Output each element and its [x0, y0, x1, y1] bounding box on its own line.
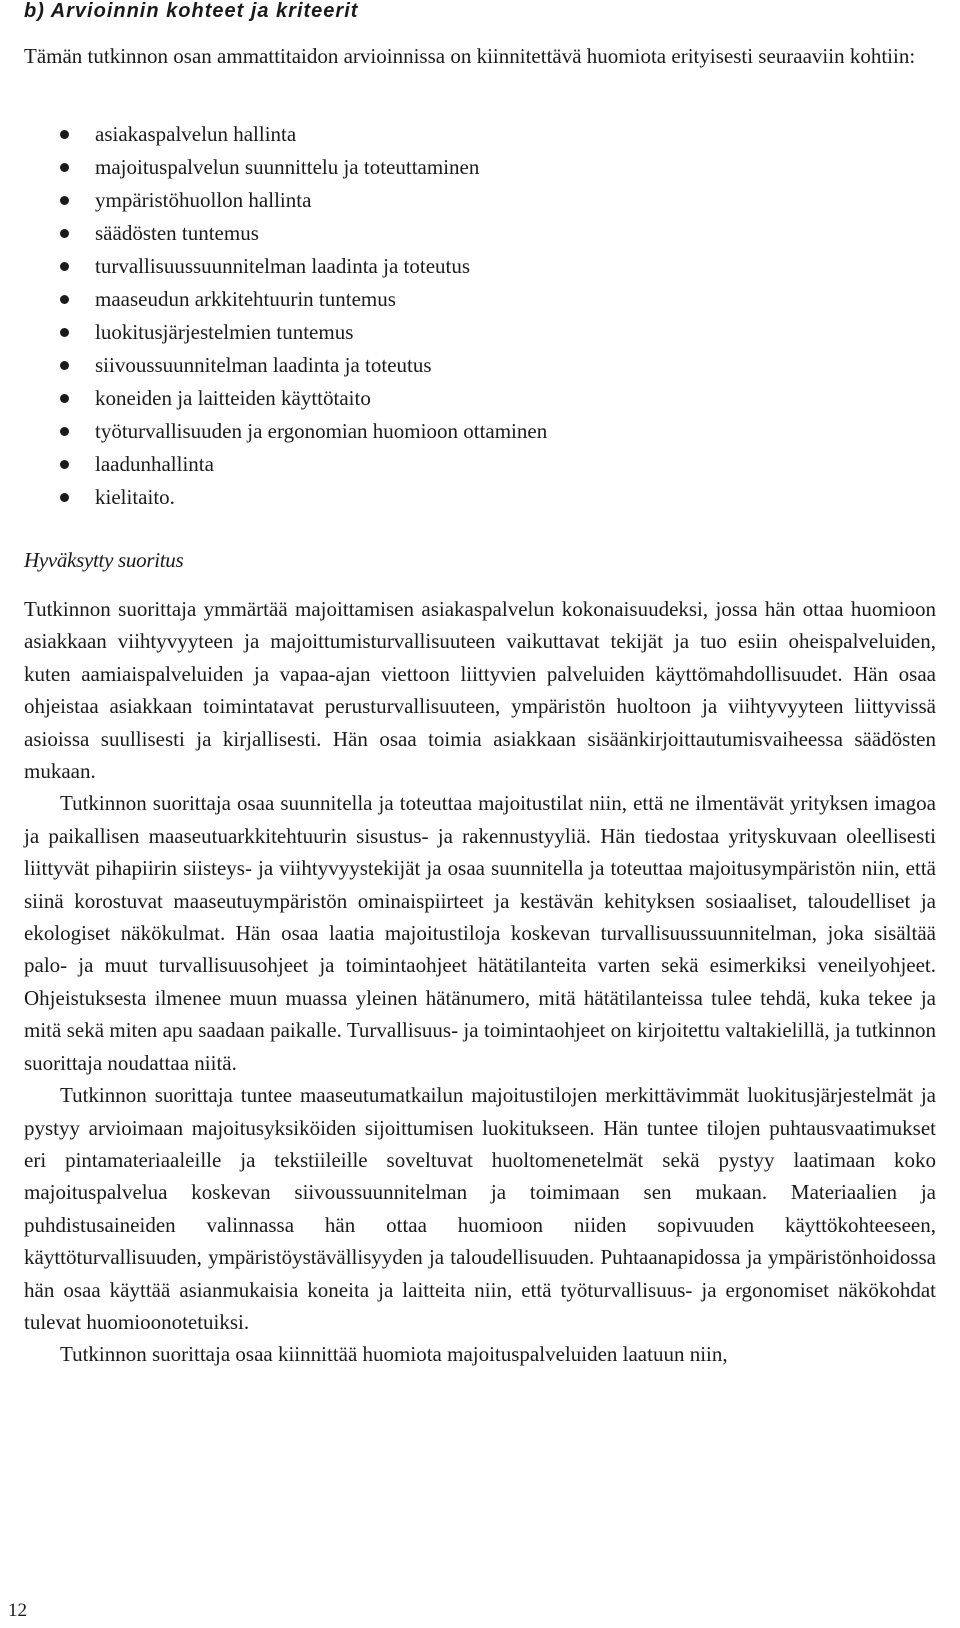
bullet-icon	[60, 493, 69, 502]
list-item	[0, 448, 547, 481]
body-text	[24, 593, 936, 1371]
list-item	[0, 250, 547, 283]
list-item	[0, 415, 547, 448]
list-item	[0, 316, 547, 349]
list-item-text: koneiden ja laitteiden käyttötaito	[95, 386, 371, 410]
list-item	[0, 184, 547, 217]
bullet-icon	[60, 262, 69, 271]
bullet-icon	[60, 163, 69, 172]
bullet-icon	[60, 460, 69, 469]
list-item	[0, 349, 547, 382]
bullet-icon	[60, 394, 69, 403]
list-item-text: turvallisuussuunnitelman laadinta ja toteutus	[95, 254, 471, 278]
list-item	[0, 118, 547, 151]
list-item	[0, 151, 547, 184]
list-item-text: siivoussuunnitelman laadinta ja toteutus	[95, 353, 432, 377]
list-item-text: säädösten tuntemus	[95, 221, 259, 245]
subsection-heading: Hyväksytty suoritus	[24, 548, 184, 572]
bullet-icon	[60, 229, 69, 238]
bullet-icon	[60, 328, 69, 337]
bullet-icon	[60, 427, 69, 436]
list-item-text: laadunhallinta	[95, 452, 214, 476]
list-item-text: ympäristöhuollon hallinta	[95, 188, 312, 212]
list-item-text: työturvallisuuden ja ergonomian huomioon ottaminen	[95, 419, 548, 443]
section-heading: b) Arvioinnin kohteet ja kriteerit	[24, 0, 359, 22]
body-paragraph: Tutkinnon suorittaja ymmärtää majoittamisen asiakaspalvelun kokonaisuudeksi, jossa hän ottaa huomioon asiakkaan viihtyvyyteen ja majoittumisturvallisuuteen vaikuttavat tekijät ja tuo esiin oheispalveluiden, kuten aamiaispalveluiden ja vapaa-ajan viettoon liittyvien palveluiden käyttömahdollisuudet. Hän osaa ohjeistaa asiakkaan toimintatavat perusturvallisuuteen, ympäristön huoltoon ja viihtyvyyteen liittyvissä asioissa suullisesti ja kirjallisesti. Hän osaa toimia asiakkaan sisäänkirjoittautumisvaiheessa säädösten mukaan.	[24, 597, 936, 784]
criteria-list	[0, 118, 547, 514]
bullet-icon	[60, 295, 69, 304]
list-item-text: luokitusjärjestelmien tuntemus	[95, 320, 354, 344]
list-item-text: majoituspalvelun suunnittelu ja toteuttaminen	[95, 155, 480, 179]
body-paragraph: Tutkinnon suorittaja osaa suunnitella ja toteuttaa majoitustilat niin, että ne ilmentävät yrityksen imagoa ja paikallisen maaseutuarkkitehtuurin sisustus- ja rakennustyyliä. Hän tiedostaa yrityskuvaan oleellisesti liittyvät pihapiirin siisteys- ja viihtyvyystekijät ja osaa suunnitella ja toteuttaa majoitusympäristön niin, että siinä korostuvat maaseutuympäristön ominaispiirteet ja kestävän kehityksen sosiaaliset, taloudelliset ja ekologiset näkökulmat. Hän osaa laatia majoitustiloja koskevan turvallisuussuunnitelman, joka sisältää palo- ja muut turvallisuusohjeet ja toimintaohjeet hätätilanteita varten sekä esimerkiksi veneilyohjeet. Ohjeistuksesta ilmenee muun muassa yleinen hätänumero, mitä hätätilanteissa tulee tehdä, kuka tekee ja mitä sekä miten apu saadaan paikalle. Turvallisuus- ja toimintaohjeet on kirjoitettu valtakielillä, ja tutkinnon suorittaja noudattaa niitä.	[24, 791, 936, 1075]
bullet-icon	[60, 196, 69, 205]
list-item	[0, 382, 547, 415]
list-item-text: maaseudun arkkitehtuurin tuntemus	[95, 287, 396, 311]
body-paragraph: Tutkinnon suorittaja tuntee maaseutumatkailun majoitustilojen merkittävimmät luokitusjärjestelmät ja pystyy arvioimaan majoitusyksiköiden sijoittumisen luokitukseen. Hän tuntee tilojen puhtausvaatimukset eri pintamateriaaleille ja tekstiileille soveltuvat huoltomenetelmät sekä pystyy laatimaan koko majoituspalvelua koskevan siivoussuunnitelman ja toimimaan sen mukaan. Materiaalien ja puhdistusaineiden valinnassa hän ottaa huomioon niiden sopivuuden käyttökohteeseen, käyttöturvallisuuden, ympäristöystävällisyyden ja taloudellisuuden. Puhtaanapidossa ja ympäristönhoidossa hän osaa käyttää asianmukaisia koneita ja laitteita niin, että työturvallisuus- ja ergonomiset näkökohdat tulevat huomioonotetuiksi.	[24, 1083, 936, 1334]
list-item	[0, 481, 547, 514]
body-paragraph: Tutkinnon suorittaja osaa kiinnittää huomiota majoituspalveluiden laatuun niin,	[60, 1342, 728, 1367]
list-item	[0, 283, 547, 316]
intro-paragraph: Tämän tutkinnon osan ammattitaidon arvioinnissa on kiinnitettävä huomiota erityisesti seuraaviin kohtiin:	[24, 44, 916, 68]
list-item	[0, 217, 547, 250]
page-number: 12	[8, 1600, 27, 1621]
bullet-icon	[60, 361, 69, 370]
list-item-text: kielitaito.	[95, 485, 175, 509]
bullet-icon	[60, 130, 69, 139]
list-item-text: asiakaspalvelun hallinta	[95, 122, 297, 146]
